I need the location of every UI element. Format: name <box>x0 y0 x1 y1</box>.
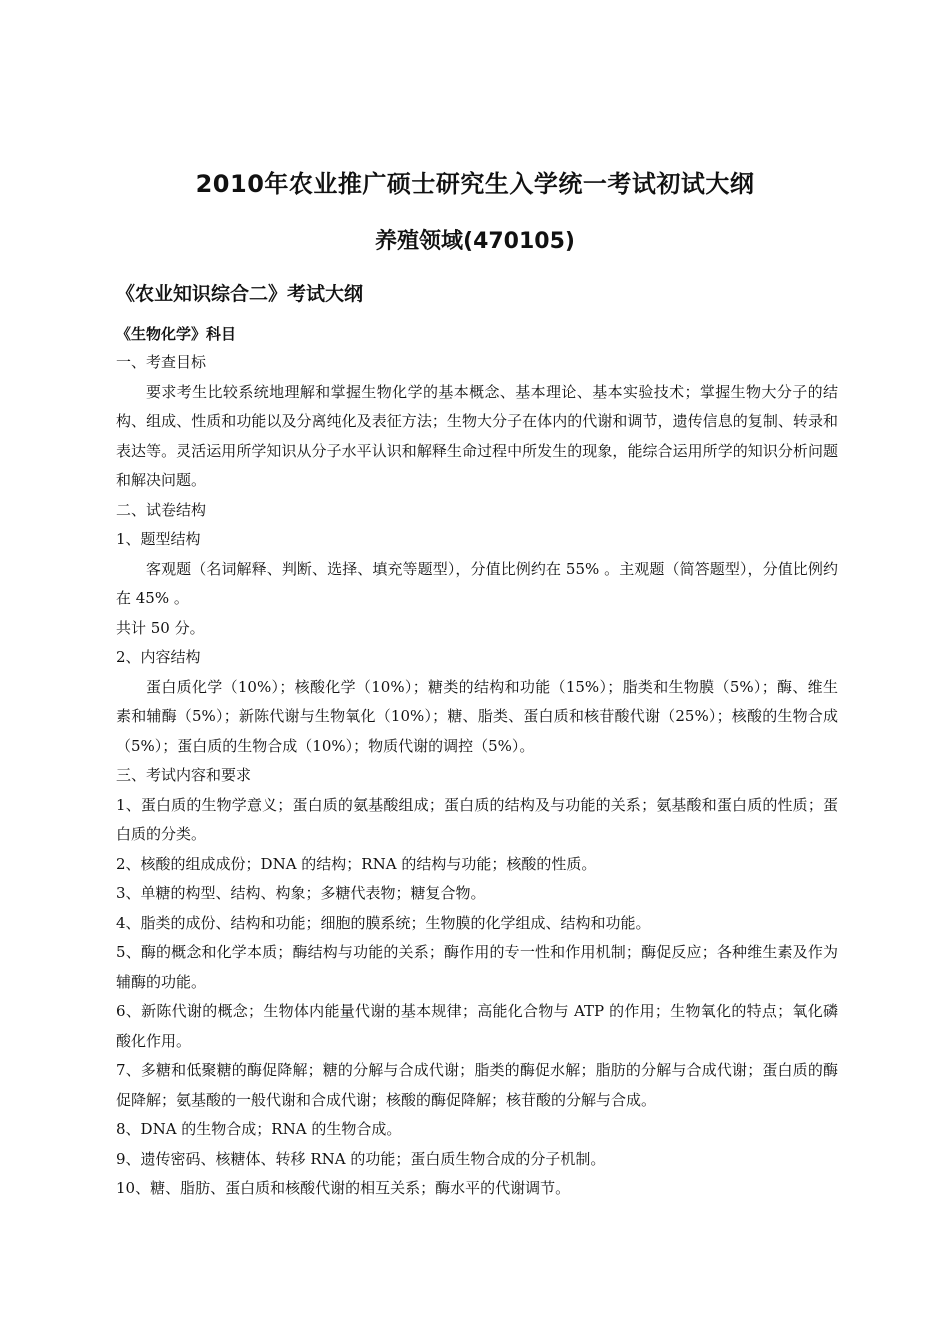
subject-heading: 《生物化学》科目 <box>116 325 237 343</box>
list-item: 7、多糖和低聚糖的酶促降解；糖的分解与合成代谢；脂类的酶促水解；脂肪的分解与合成代谢；蛋白质的酶促降解；氨基酸的一般代谢和合成代谢；核酸的酶促降解；核苷酸的分解与合成。 <box>116 1061 838 1109</box>
document-body <box>116 348 838 1204</box>
list-item: 6、新陈代谢的概念；生物体内能量代谢的基本规律；高能化合物与 ATP 的作用；生物氧化的特点；氧化磷酸化作用。 <box>116 1002 838 1050</box>
section-heading: 《农业知识综合二》考试大纲 <box>116 283 364 305</box>
list-item: 8、DNA 的生物合成；RNA 的生物合成。 <box>116 1120 402 1138</box>
list-item: 9、遗传密码、核糖体、转移 RNA 的功能；蛋白质生物合成的分子机制。 <box>116 1149 606 1168</box>
subsection-title-question-types: 1、题型结构 <box>116 530 201 548</box>
paragraph-content-structure: 蛋白质化学（10%）；核酸化学（10%）；糖类的结构和功能（15%）；脂类和生物膜（5%）；酶、维生素和辅酶（5%）；新陈代谢与生物氧化（10%）；糖、脂类、蛋白质和核苷酸代谢（25%）；核酸的生物合成（5%）；蛋白质的生物合成（10%）；物质代谢的调控（5%）。 <box>116 677 838 755</box>
list-item: 10、糖、脂肪、蛋白质和核酸代谢的相互关系；酶水平的代谢调节。 <box>116 1179 571 1197</box>
section-title-objectives: 一、考查目标 <box>116 353 207 371</box>
subsection-title-content-structure: 2、内容结构 <box>116 648 201 666</box>
list-item: 5、酶的概念和化学本质；酶结构与功能的关系；酶作用的专一性和作用机制；酶促反应；各种维生素及作为辅酶的功能。 <box>116 943 838 991</box>
paragraph-question-types: 客观题（名词解释、判断、选择、填充等题型），分值比例约在 55% 。主观题（简答题型），分值比例约在 45% 。 <box>116 559 838 607</box>
section-title-structure: 二、试卷结构 <box>116 500 207 519</box>
list-item: 1、蛋白质的生物学意义；蛋白质的氨基酸组成；蛋白质的结构及与功能的关系；氨基酸和蛋白质的性质；蛋白质的分类。 <box>116 795 838 843</box>
document-subtitle: 养殖领域(470105) <box>375 229 575 254</box>
paragraph-objectives: 要求考生比较系统地理解和掌握生物化学的基本概念、基本理论、基本实验技术；掌握生物大分子的结构、组成、性质和功能以及分离纯化及表征方法；生物大分子在体内的代谢和调节，遗传信息的复制、转录和表达等。灵活运用所学知识从分子水平认识和解释生命过程中所发生的现象，能综合运用所学的知识分析问题和解决问题。 <box>116 382 838 489</box>
paragraph-total-score: 共计 50 分。 <box>116 618 205 637</box>
list-item: 3、单糖的构型、结构、构象；多糖代表物；糖复合物。 <box>116 884 486 902</box>
section-title-content-requirements: 三、考试内容和要求 <box>116 766 252 784</box>
document-title: 2010年农业推广硕士研究生入学统一考试初试大纲 <box>195 170 755 198</box>
list-item: 2、核酸的组成成份；DNA 的结构；RNA 的结构与功能；核酸的性质。 <box>116 854 597 873</box>
list-item: 4、脂类的成份、结构和功能；细胞的膜系统；生物膜的化学组成、结构和功能。 <box>116 913 651 932</box>
